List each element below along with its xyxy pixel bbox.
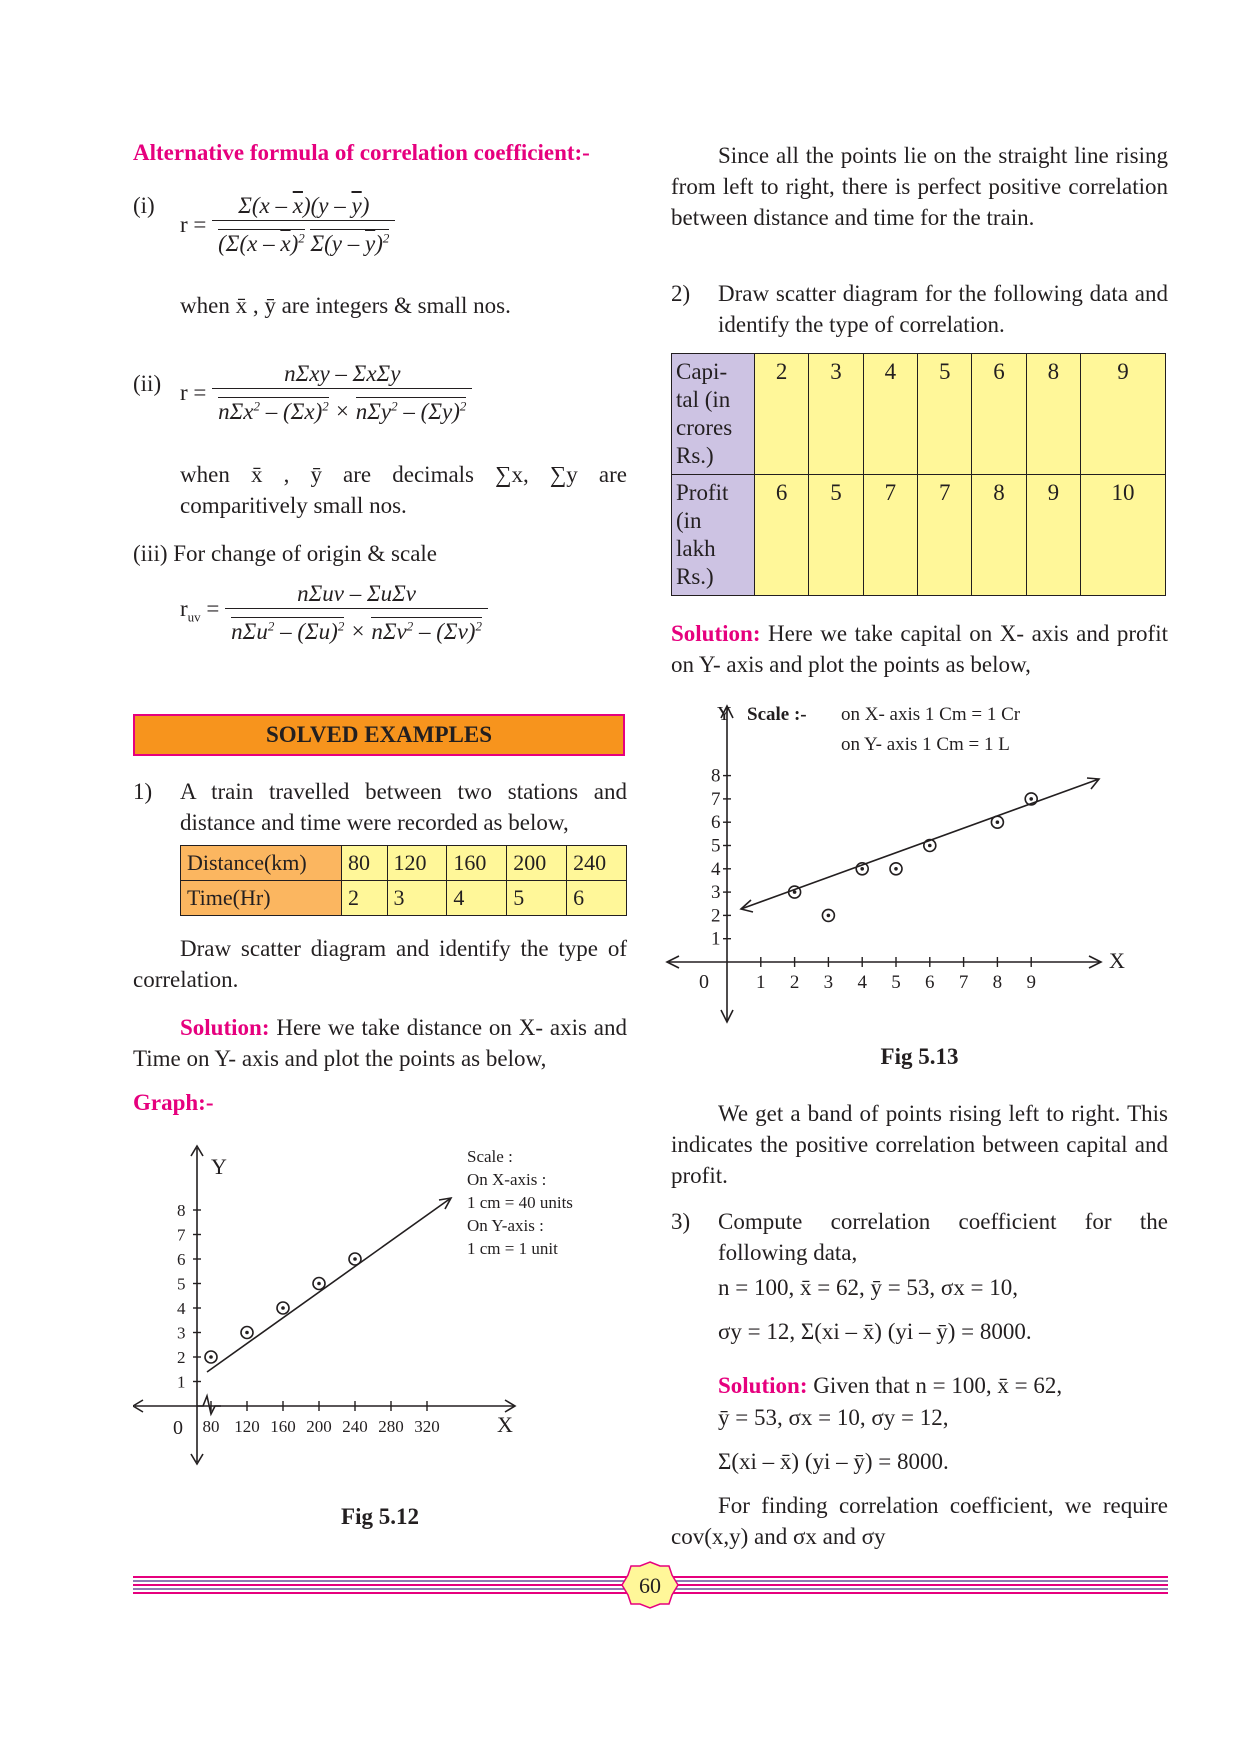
formula-i-expr: r = $\frac{\Sigma(x - \overline{x})(y - \overline{y})}{(\Sigma(x - \overline{x})^2 \Sigma(y - \overline{y})^2}$: [180, 192, 395, 258]
table-cell: 3: [809, 354, 863, 475]
table-cell: 10: [1081, 475, 1166, 596]
y-tick-label: 2: [711, 905, 721, 927]
example-3-text: Compute correlation coefficient for the following data,: [718, 1209, 1168, 1265]
table-cell: 4: [447, 881, 507, 916]
origin-label: 0: [173, 1417, 183, 1439]
scatter-graph-2: [665, 700, 1135, 1030]
data-point-center: [793, 890, 797, 894]
example-2-solution: [671, 618, 1168, 680]
table-cell: 5: [918, 354, 972, 475]
table-cell: 3: [387, 881, 447, 916]
y-tick-label: 8: [711, 765, 721, 787]
x-tick-label: 200: [306, 1417, 332, 1436]
solution-text: Given that n = 100, x̄ = 62,: [807, 1373, 1063, 1398]
example-3-number: 3): [671, 1209, 691, 1234]
data-point-center: [281, 1306, 285, 1310]
example-2-text: Draw scatter diagram for the following data and identify the type of correlation.: [718, 281, 1168, 337]
row-label-profit: Profit (in lakh Rs.): [672, 475, 755, 596]
data-point-center: [860, 867, 864, 871]
data-point-center: [209, 1355, 213, 1359]
formula-i: [133, 192, 155, 220]
solution-label: Solution:: [671, 621, 761, 646]
x-tick-label: 2: [789, 972, 800, 993]
x-tick-label: 160: [270, 1417, 296, 1436]
solution-text: Here we take capital on X- axis and profit on Y- axis and plot the points as below,: [671, 621, 1168, 677]
example-3-given-2: σy = 12, Σ(xi – x̄) (yi – ȳ) = 8000.: [718, 1319, 1032, 1344]
table-row: [181, 881, 627, 916]
table-row: [672, 354, 1166, 475]
y-tick-label: 3: [177, 1323, 186, 1343]
y-tick-label: 8: [177, 1201, 186, 1220]
data-point-center: [827, 914, 831, 918]
scale-line: on X- axis 1 Cm = 1 Cr: [841, 704, 1021, 725]
formula-ii-condition: when x̄ , ȳ are decimals ∑x, ∑y are comparitively small nos.: [180, 462, 627, 518]
row-label-distance: Distance(km): [181, 846, 342, 881]
paragraph-conclusion-1: Since all the points lie on the straight line rising from left to right, there is perfect positive correlation between distance and time for the train.: [671, 143, 1168, 230]
y-tick-label: 4: [711, 858, 721, 880]
x-tick-label: 4: [857, 972, 867, 993]
x-tick-label: 6: [925, 972, 935, 993]
data-point-center: [996, 820, 1000, 824]
table-cell: 7: [918, 475, 972, 596]
y-tick-label: 3: [711, 882, 721, 904]
fig-caption-5-12: Fig 5.12: [341, 1504, 419, 1529]
example-1-number: 1): [133, 779, 153, 804]
data-point-center: [894, 867, 898, 871]
y-tick-label: 1: [711, 928, 721, 950]
formula-i-condition: when x̄ , ȳ are integers & small nos.: [180, 293, 511, 318]
data-point-center: [928, 844, 932, 848]
formula-i-label: (i): [133, 193, 155, 218]
y-tick-label: 1: [177, 1372, 186, 1392]
scale-line: On X-axis :: [467, 1170, 547, 1189]
x-tick-label: 5: [891, 972, 901, 993]
y-tick-label: 2: [177, 1348, 186, 1367]
y-tick-label: 4: [177, 1299, 186, 1318]
scale-line: on Y- axis 1 Cm = 1 L: [841, 734, 1010, 755]
section-heading: Alternative formula of correlation coefficient:-: [133, 140, 590, 165]
table-row: [181, 846, 627, 881]
example-1-task: Draw scatter diagram and identify the type of correlation.: [133, 936, 627, 992]
table-cell: 8: [1026, 354, 1080, 475]
table-cell: 6: [755, 475, 809, 596]
table-cell: 240: [567, 846, 627, 881]
table-cell: 5: [809, 475, 863, 596]
x-tick-label: 1: [756, 972, 766, 993]
data-point-center: [353, 1257, 357, 1261]
y-tick-label: 5: [177, 1274, 186, 1294]
solution-label: Solution:: [180, 1015, 270, 1040]
x-tick-label: 320: [414, 1417, 440, 1436]
paragraph-conclusion-2: We get a band of points rising left to right. This indicates the positive correlation between capital and profit.: [671, 1101, 1168, 1188]
x-tick-label: 240: [342, 1417, 368, 1436]
x-tick-label: 120: [234, 1417, 260, 1436]
y-tick-label: 7: [711, 788, 721, 810]
example-1-text: A train travelled between two stations and distance and time were recorded as below,: [180, 779, 627, 835]
formula-ii-expr: r = $\frac{\text{nΣxy – ΣxΣy}}{n\Sigma x^2 - (\Sigma x)^2 \times n\Sigma y^2 - (\Sigma y)^2}$: [180, 360, 472, 426]
graph-label: Graph:-: [133, 1090, 214, 1115]
example-3-given-1: n = 100, x̄ = 62, ȳ = 53, σx = 10,: [718, 1275, 1019, 1300]
scale-line: On Y-axis :: [467, 1216, 544, 1235]
x-tick-label: 3: [823, 972, 834, 993]
fig-caption-5-13: Fig 5.13: [880, 1044, 959, 1069]
page-number: 60: [639, 1573, 661, 1598]
scale-title: Scale :-: [747, 704, 807, 725]
y-axis-label: Y: [211, 1154, 227, 1179]
formula-ii-label: (ii): [133, 371, 162, 396]
table-cell: 120: [387, 846, 447, 881]
formula-iii-label: (iii) For change of origin & scale: [133, 541, 438, 566]
x-tick-label: 280: [378, 1417, 404, 1436]
table-cell: 4: [863, 354, 917, 475]
row-label-time: Time(Hr): [181, 881, 342, 916]
table-cell: 6: [567, 881, 627, 916]
y-tick-label: 6: [711, 812, 721, 834]
x-axis-label: X: [497, 1412, 513, 1437]
data-point-center: [317, 1282, 321, 1286]
scale-line: Scale :: [467, 1147, 513, 1166]
paragraph-requirement: For finding correlation coefficient, we require cov(x,y) and σx and σy: [671, 1493, 1168, 1549]
page-footer: [133, 1560, 1168, 1610]
table-cell: 9: [1081, 354, 1166, 475]
example-2-number: 2): [671, 281, 691, 306]
table-cell: 6: [972, 354, 1026, 475]
table-row: [672, 475, 1166, 596]
y-tick-label: 7: [177, 1225, 186, 1245]
formula-iii-expr: $r_{uv}$ = $\frac{\text{nΣuv – ΣuΣv}}{n\Sigma u^2 - (\Sigma u)^2 \times n\Sigma v^2 - (\Sigma v)^2}$: [180, 580, 488, 646]
solved-examples-banner: SOLVED EXAMPLES: [133, 714, 625, 756]
row-label-capital: Capi- tal (in crores Rs.): [672, 354, 755, 475]
table-cell: 7: [863, 475, 917, 596]
x-tick-label: 8: [992, 972, 1003, 993]
x-tick-label: 9: [1026, 972, 1036, 993]
capital-profit-table: [671, 353, 1166, 596]
x-tick-label: 80: [202, 1417, 220, 1436]
example-3-solution-2: ȳ = 53, σx = 10, σy = 12,: [718, 1405, 949, 1430]
table-cell: 80: [342, 846, 388, 881]
table-cell: 5: [507, 881, 567, 916]
example-3-solution-3: Σ(xi – x̄) (yi – ȳ) = 8000.: [718, 1449, 949, 1474]
solution-text: Here we take distance on X- axis and Time on Y- axis and plot the points as below,: [133, 1015, 627, 1071]
origin-label: 0: [699, 971, 709, 993]
scatter-graph-1: [133, 1140, 627, 1480]
example-3-solution: [718, 1370, 1168, 1401]
data-point-center: [1029, 797, 1033, 801]
distance-time-table: [180, 845, 627, 916]
scale-line: 1 cm = 40 units: [467, 1193, 573, 1212]
table-cell: 2: [342, 881, 388, 916]
solution-label: Solution:: [718, 1373, 808, 1398]
table-cell: 2: [755, 354, 809, 475]
y-tick-label: 5: [711, 835, 721, 857]
table-cell: 8: [972, 475, 1026, 596]
x-axis-label: X: [1109, 948, 1125, 973]
scale-line: 1 cm = 1 unit: [467, 1239, 558, 1258]
y-axis-label: Y: [717, 703, 732, 725]
table-cell: 200: [507, 846, 567, 881]
y-tick-label: 6: [177, 1250, 186, 1269]
data-point-center: [245, 1331, 249, 1335]
x-tick-label: 7: [958, 972, 969, 993]
example-1-solution: [133, 1012, 627, 1074]
table-cell: 160: [447, 846, 507, 881]
table-cell: 9: [1026, 475, 1080, 596]
